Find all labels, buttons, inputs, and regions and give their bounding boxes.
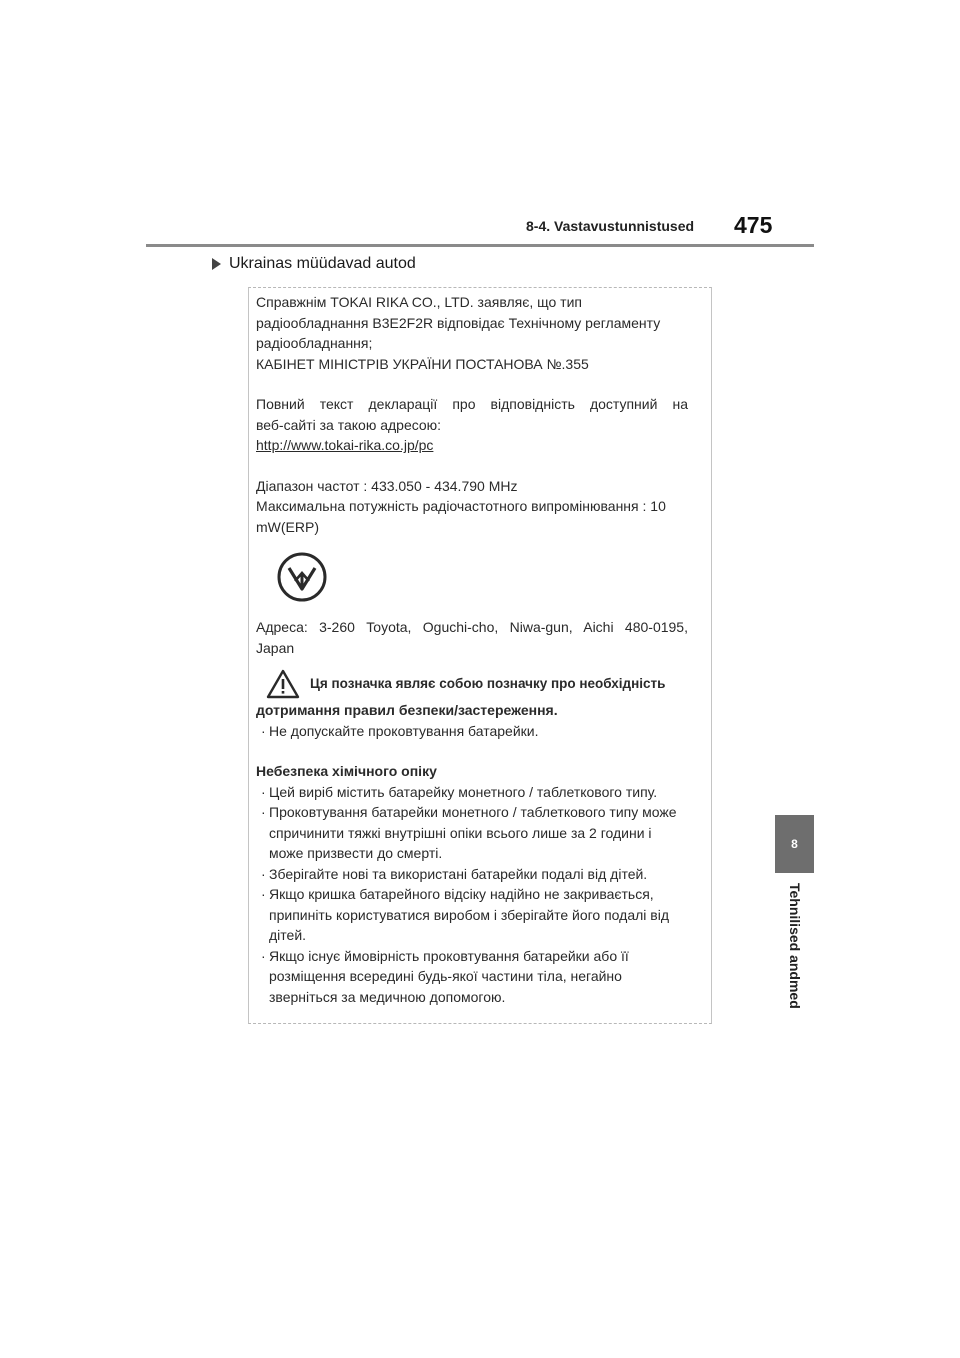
chapter-tab[interactable] (775, 815, 814, 873)
section-heading-text: Ukrainas müüdavad autod (229, 255, 416, 272)
warning-triangle-icon (266, 669, 300, 699)
address-line: Japan (256, 639, 295, 656)
declaration-line: радіообладнання B3E2F2R відповідає Технічному регламенту (256, 314, 661, 331)
chapter-label: Tehnilised andmed (787, 883, 803, 1009)
declaration-url-link[interactable]: http://www.tokai-rika.co.jp/pc (256, 437, 434, 453)
declaration-content (256, 292, 688, 1007)
warning-text: дотримання правил безпеки/застереження. (256, 702, 558, 718)
list-item: · Не допускайте проковтування батарейки. (261, 722, 539, 739)
warning-notice (256, 668, 688, 700)
list-item-continuation: розміщення всередині будь-якої частини тіла, негайно (269, 968, 622, 984)
declaration-line: радіообладнання; (256, 335, 373, 351)
list-item: · Зберігайте нові та використані батарейки подалі від дітей. (261, 865, 648, 882)
max-power-line: mW(ERP) (256, 518, 319, 535)
list-item-continuation: припиніть користуватися виробом і зберігайте його подалі від (269, 906, 670, 923)
declaration-line: КАБІНЕТ МІНІСТРІВ УКРАЇНИ ПОСТАНОВА №.355 (256, 355, 589, 372)
declaration-line: веб-сайті за такою адресою: (256, 416, 442, 433)
list-item: · Цей виріб містить батарейку монетного / таблеткового типу. (261, 783, 658, 800)
frequency-range: Діапазон частот : 433.050 - 434.790 MHz (256, 477, 518, 494)
declaration-box (248, 287, 712, 1024)
declaration-line: Справжнім TOKAI RIKA CO., LTD. заявляє, що тип (256, 294, 582, 310)
conformity-mark-area (256, 537, 688, 617)
list-item-continuation: дітей. (269, 927, 307, 943)
chapter-number: 8 (791, 837, 798, 851)
max-power-line: Максимальна потужність радіочастотного випромінювання : 10 (256, 498, 666, 514)
declaration-line: Повний текст декларації про відповідність доступний на (256, 396, 688, 412)
triangle-bullet-icon (212, 258, 221, 270)
ukraine-conformity-mark-icon (276, 551, 328, 603)
list-item: · Проковтування батарейки монетного / таблеткового типу може (261, 804, 677, 820)
list-item: · Якщо існує ймовірність проковтування батарейки або її (261, 947, 629, 964)
section-heading (212, 255, 416, 273)
address-line: Адреса: 3-260 Toyota, Oguchi-cho, Niwa-gun, Aichi 480-0195, (256, 619, 688, 635)
list-item-continuation: зверніться за медичною допомогою. (269, 988, 506, 1005)
list-item-continuation: може призвести до смерті. (269, 845, 443, 861)
page-number: 475 (734, 212, 773, 238)
running-header-section: 8-4. Vastavustunnistused (526, 218, 695, 234)
header-divider (146, 244, 814, 247)
hazard-title: Небезпека хімічного опіку (256, 763, 437, 779)
list-item: · Якщо кришка батарейного відсіку надійно не закривається, (261, 886, 654, 902)
warning-text: Ця позначка являє собою позначку про необхідність (310, 675, 666, 691)
list-item-continuation: спричинити тяжкі внутрішні опіки всього лише за 2 години і (269, 824, 652, 841)
